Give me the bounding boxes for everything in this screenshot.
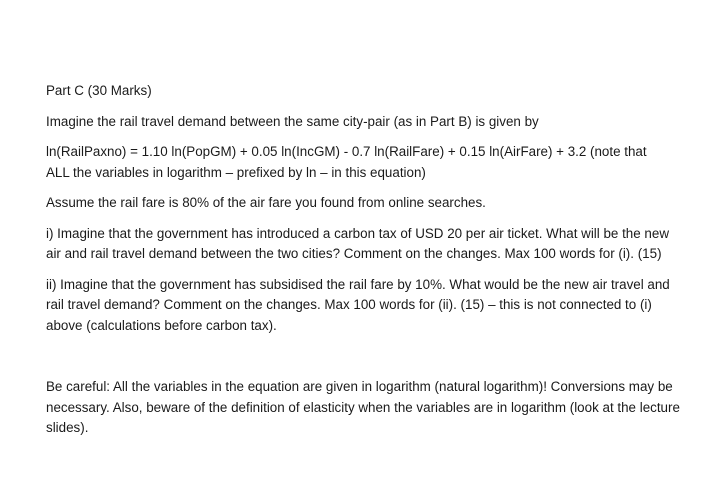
intro-paragraph: Imagine the rail travel demand between the same city-pair (as in Part B) is given by [46, 113, 539, 129]
equation-line-2: ALL the variables in logarithm – prefixed by ln – in this equation) [46, 164, 426, 180]
equation-line-1: ln(RailPaxno) = 1.10 ln(PopGM) + 0.05 ln(IncGM) - 0.7 ln(RailFare) + 0.15 ln(AirFare) + 3.2 (note that [46, 144, 647, 159]
question-i: i) Imagine that the government has introduced a carbon tax of USD 20 per air ticket. What will be the new air and rail travel demand between the two cities? Comment on the changes. Max 100 words for (i). (15) [46, 225, 669, 261]
document-body [46, 81, 686, 439]
warning-paragraph: Be careful: All the variables in the equation are given in logarithm (natural logarithm)! Conversions may be necessary. Also, beware of the definition of elasticity when the variables are in logarithm (look at the lecture slides). [46, 379, 680, 435]
assumption-paragraph: Assume the rail fare is 80% of the air fare you found from online searches. [46, 195, 486, 210]
part-heading: Part C (30 Marks) [46, 83, 152, 98]
equation-block [46, 142, 686, 183]
question-ii: ii) Imagine that the government has subsidised the rail fare by 10%. What would be the new air travel and rail travel demand? Comment on the changes. Max 100 words for (ii). (15) – this is not connected to (i) above (calculations before carbon tax). [46, 276, 670, 333]
